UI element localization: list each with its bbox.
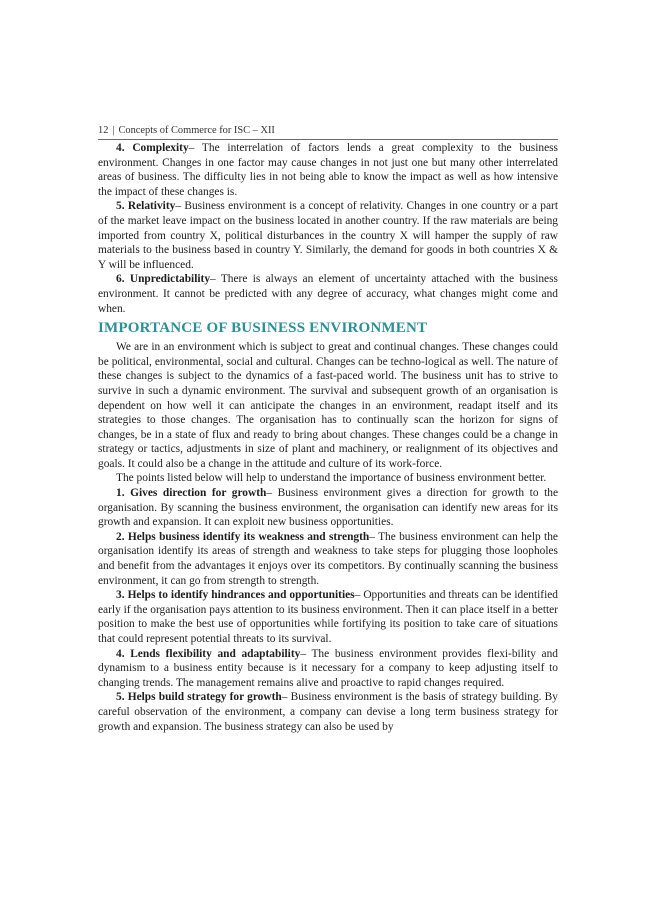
point-dash: – <box>175 200 182 213</box>
point-dash: – <box>300 647 307 660</box>
page-content <box>98 141 558 734</box>
point-text: The business environment provides flexi-bility and dynamism to a business entity because is it necessary for a company to keep adjusting itself to changing trends. The management remains alive and proactive to rapid changes required. <box>98 647 558 689</box>
intro-paragraphs <box>98 340 558 486</box>
header-rule <box>98 139 558 140</box>
point-title: Gives direction for growth <box>130 487 267 500</box>
point-title: Helps to identify hindrances and opportunities <box>127 589 355 602</box>
point-dash: – <box>210 273 216 286</box>
numbered-point <box>98 272 558 316</box>
header-separator: | <box>112 125 115 136</box>
numbered-point <box>98 647 558 691</box>
point-title: Helps build strategy for growth <box>127 691 282 704</box>
point-dash: – <box>369 530 375 543</box>
point-dash: – <box>281 691 288 704</box>
point-title: Helps business identify its weakness and strength <box>127 530 370 543</box>
point-number: 5. <box>116 691 125 704</box>
point-text: The business environment can help the organisation identify its areas of strength and weakness to take steps for plugging those loopholes and benefit from the advantages it enjoys over its competitors. By continually scanning the business environment, it can go from strength to strength. <box>98 530 558 587</box>
body-paragraph: We are in an environment which is subject to great and continual changes. These changes could be political, environmental, social and cultural. Changes can be techno-logical as well. The nature of these changes is subject to the dynamics of a fast-paced world. The business unit has to strive to survive in such a dynamic environment. The survival and subsequent growth of an organisation is dependent on how well it can anticipate the changes in an environment, readapt itself and its strategies to those changes. The organisation has to continually scan the horizon for signs of changes, be in a state of flux and ready to bring about changes. These changes could be a change in strategy or tactics, adjustments in size of plant and machinery, or realignment of its objectives and goals. It could also be a change in the attitude and culture of its work-force. <box>98 341 558 470</box>
numbered-point <box>98 530 558 588</box>
point-text: There is always an element of uncertainty attached with the business environment. It cannot be predicted with any degree of accuracy, what changes might come and when. <box>98 273 558 315</box>
point-text: Business environment is a concept of relativity. Changes in one country or a part of the market leave impact on the business located in another country. If the raw materials are being imported from country X, political disturbances in the country X will hamper the supply of raw materials to the business based in country Y. Similarly, the demand for goods in both countries X & Y will be influenced. <box>98 200 558 271</box>
running-header <box>98 125 275 136</box>
point-title: Complexity <box>132 142 189 154</box>
point-number: 3. <box>116 589 125 602</box>
point-dash: – <box>266 487 273 500</box>
numbered-point <box>98 588 558 646</box>
point-title: Lends flexibility and adaptability <box>130 647 301 660</box>
point-number: 4. <box>116 142 125 154</box>
point-text: Business environment gives a direction for growth to the organisation. By scanning the business environment, the organisation can identify new areas for its growth and expansion. It can exploit new business opportunities. <box>98 487 558 529</box>
point-title: Unpredictability <box>129 273 211 286</box>
point-text: Opportunities and threats can be identified early if the organisation pays attention to its business environment. Then it can place itself in a better position to make the best use of opportunities while fortifying its position to take care of situations that could represent potential threats to its survival. <box>98 589 558 645</box>
numbered-point <box>98 690 558 734</box>
point-number: 5. <box>116 200 125 213</box>
numbered-point <box>98 199 558 272</box>
point-number: 1. <box>116 487 125 500</box>
page-number: 12 <box>98 125 109 136</box>
point-number: 6. <box>116 273 125 286</box>
point-title: Relativity <box>127 200 176 213</box>
point-number: 2. <box>116 530 125 543</box>
numbered-point <box>98 141 558 199</box>
section-heading: IMPORTANCE OF BUSINESS ENVIRONMENT <box>98 320 428 337</box>
numbered-point <box>98 486 558 530</box>
point-dash: – <box>188 142 195 154</box>
point-text: The interrelation of factors lends a great complexity to the business environment. Changes in one factor may cause changes in not just one but many other interrelated areas of business. The difficulty lies in not being able to know the impact as well as how intensive the impact of these changes is. <box>98 142 558 198</box>
point-number: 4. <box>116 647 125 660</box>
point-text: Business environment is the basis of strategy building. By careful observation of the environment, a company can devise a long term business strategy for growth and expansion. The business strategy can also be used by <box>98 691 558 733</box>
body-paragraph: The points listed below will help to understand the importance of business environment better. <box>116 472 547 485</box>
book-title: Concepts of Commerce for ISC – XII <box>118 125 275 136</box>
characteristics-list <box>98 141 558 316</box>
importance-list <box>98 486 558 734</box>
point-dash: – <box>354 589 361 602</box>
